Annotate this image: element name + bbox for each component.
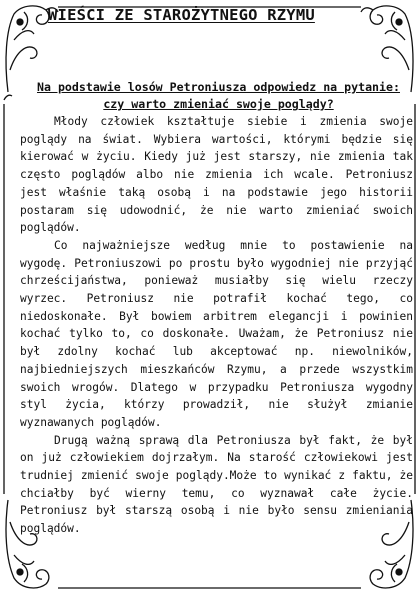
paragraph-2: Co najważniejsze według mnie to postawienie na wygodę. Petroniuszowi po prostu było wygodniej nie przyjąć chrześcijaństwa, ponieważ musiałby się wielu rzeczy wyrzec. Petroniusz nie potrafił kochać tego, co niedoskonałe. Był bowiem arbitrem elegancji i powinien kochać tylko to, co doskonałe. Uważam, że Petroniusz nie był zdolny kochać lub akceptować np. niewolników, najbiedniejszych mieszkańców Rzymu, a przede wszystkim swoich wrogów. Dlatego w przypadku Petroniusza wygodny styl życia, którzy prowadził, nie służył zmianie wyznawanych poglądów. xyxy=(20,238,413,429)
paragraph-1: Młody człowiek kształtuje siebie i zmienia swoje poglądy na świat. Wybiera wartości, którymi będzie się kierować w życiu. Kiedy już jest starszy, nie zmienia tak często poglądów albo nie zmienia ich wcale. Petroniusz jest właśnie taką osobą i na podstawie jego historii postaram się udowodnić, że nie warto zmieniać swoich poglądów. xyxy=(20,115,413,235)
document-body xyxy=(20,79,413,538)
essay-question-heading: Na podstawie losów Petroniusza odpowiedz na pytanie: czy warto zmieniać swoje poglądy? xyxy=(37,80,400,111)
paragraph-3: Drugą ważną sprawą dla Petroniusza był fakt, że był on już człowiekiem dojrzałym. Na starość człowiekowi jest trudniej zmienić swoje poglądy.Może to wynikać z faktu, że chciałby być wierny temu, co wyznawał całe życie. Petroniusz był starszą osobą i nie było sensu zmieniania poglądów. xyxy=(20,433,413,536)
document-title: WIEŚCI ZE STAROŻYTNEGO RZYMU xyxy=(48,6,315,24)
